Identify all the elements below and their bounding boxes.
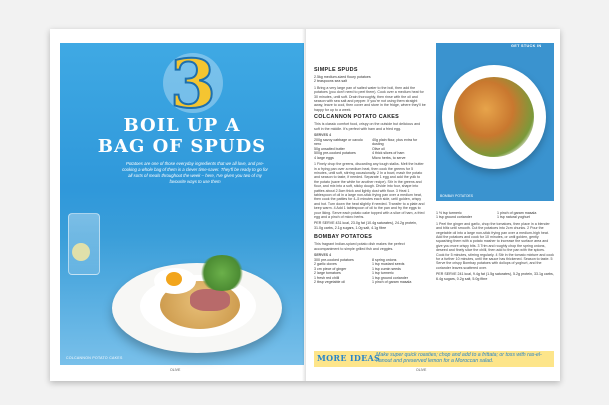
ingredient: 8 spring onions — [372, 258, 397, 262]
bombay-spice-list — [436, 211, 554, 220]
number-three-graphic — [158, 49, 228, 117]
ingredient: 2.5kg medium-sized floury potatoes — [314, 75, 371, 79]
colcannon-ingredients — [314, 138, 426, 160]
ingredient: 4 large eggs — [314, 155, 334, 160]
ingredient: 200g savoy cabbage or cavolo nero — [314, 138, 363, 147]
ingredient: 1 fresh red chilli — [314, 275, 340, 280]
ingredient: 3 cm piece of ginger — [314, 266, 347, 271]
ingredient: 50g unsalted butter — [314, 146, 345, 151]
ingredient: 300 pre-cooked potatoes — [314, 258, 354, 262]
ingredient: 500g pre-cooked potatoes — [314, 151, 356, 156]
hero-photo — [60, 43, 304, 365]
ingredient: 1 tsp ground coriander — [436, 215, 472, 220]
colcannon-heading: COLCANNON POTATO CAKES — [314, 114, 400, 121]
title-line-1: BOIL UP A — [123, 115, 241, 136]
ingredient: 40g plain flour, plus extra for dusting — [372, 138, 418, 147]
bombay-method: 1 Peel the ginger and garlic, chop the tomatoes, then place in a blender and blitz until smooth. Cut the potatoes into 2cm chunks. 2 Pour the vegetable oil into a large non-stick frying pan over a medium-high heat. Add the potatoes and cook for 10 minutes, or until golden, gently squashing them with a potato masher to increase the surface area and give you more crispy bits. 3 Trim and roughly chop the spring onions, deseed and finely slice the chilli, then add to the pan with the spices. Cook for 5 minutes, stirring regularly. 4 Stir in the tomato mixture and cook for a further 10 minutes, until the sauce has thickened. Season to taste. 5 Serve the crispy Bombay potatoes with dollops of yoghurt, and the coriander leaves scattered over. — [436, 221, 554, 270]
ingredient: 1 tsp cumin seeds — [372, 266, 401, 271]
ingredient: 1 pinch of garam masala — [497, 211, 537, 215]
ingredient: 1 ½ tsp turmeric — [436, 211, 462, 215]
right-page — [306, 29, 560, 381]
lemon-slice-image — [72, 243, 90, 261]
colcannon-intro: This is classic comfort food, crispy on the outside but delicious and soft in the middle. It's perfect with ham and a fried egg. — [314, 122, 421, 131]
simple-spuds-method: 1 Bring a very large pan of salted water to the boil, then add the potatoes (you don't need to peel them). Cook over a medium heat for 30 minutes, until soft. Drain thoroughly, then rinse with the oil and season with sea salt and pepper. If you're not using them straight away, leave to cool, then cover and store in the fridge, where they'll be happy for up to a week. — [314, 85, 426, 112]
colcannon-serves: SERVES 4 — [314, 133, 332, 138]
ingredient: Olive oil — [372, 146, 385, 151]
recipe-column-1 — [314, 65, 426, 284]
page-folio: OLIVE — [416, 368, 427, 372]
page-folio: OLIVE — [170, 368, 181, 372]
bombay-photo-caption: BOMBAY POTATOES — [440, 194, 474, 198]
ingredient: 1 pinch of garam masala — [372, 280, 412, 285]
bombay-potatoes-image — [454, 77, 534, 157]
ingredient: 1 tsp mustard seeds — [372, 262, 405, 267]
magazine-spread — [50, 29, 560, 381]
bombay-ingredients — [314, 258, 426, 284]
simple-spuds-heading: SIMPLE SPUDS — [314, 67, 358, 73]
egg-yolk-image — [166, 272, 182, 286]
more-ideas-banner — [314, 351, 554, 367]
ingredient: 2 tbsp vegetable oil — [314, 280, 345, 285]
ingredient: 2 garlic cloves — [314, 262, 337, 267]
title-line-2: BAG OF SPUDS — [97, 136, 267, 157]
ingredient: Micro herbs, to serve — [372, 155, 406, 160]
ingredient: 1 tsp natural yoghurt — [497, 215, 530, 220]
ingredient: 1 tsp ground coriander — [372, 275, 408, 280]
ingredient: 2 large tomatoes — [314, 271, 341, 276]
bombay-intro: This fragrant Indian-spiced potato dish makes the perfect accompaniment to simple grilled fish and veggies. — [314, 242, 405, 251]
ingredient: 4 thick slices of ham — [372, 151, 405, 156]
micro-herbs-image — [198, 255, 246, 291]
photo-caption: COLCANNON POTATO CAKES — [66, 356, 123, 360]
recipe-column-2 — [436, 211, 554, 281]
colcannon-nutrition: PER SERVE 431 kcal, 23.0g fat (10.4g saturates), 24.2g protein, 31.0g carbs, 2.1g sugars, 1.0g salt, 4.1g fibre — [314, 221, 418, 230]
more-ideas-text: Make super quick roasties; chop and add to a frittata; or toss with ras-el-hanout and preserved lemon for a Moroccan salad. — [376, 352, 542, 365]
ingredient: 1 tsp turmeric — [372, 271, 394, 276]
numeral: 3 — [170, 49, 216, 117]
bombay-serves: SERVES 4 — [314, 253, 332, 257]
more-ideas-heading: MORE IDEAS — [317, 353, 381, 363]
bombay-heading: BOMBAY POTATOES — [314, 234, 373, 241]
colcannon-method: 1 Finely chop the greens, discarding any tough stalks. Melt the butter in a frying pan over a medium heat, then cook the greens for 5 minutes, until soft, stirring occasionally. 2 In a bowl, mash the potato and season to taste, if needed. Separate 1 egg and add the yolk to the potato (save the white for another recipe). Stir in the greens and flour, and mix into a soft, sticky dough. Divide into four, shape into patties about 2.5cm thick and lightly dust with flour. 3 Heat 1 tablespoon of oil in a large non-stick frying pan over a medium heat, then cook the patties for 4–5 minutes each side, until golden, crispy and hot. Turn down the heat slightly if needed. Transfer to a plate and keep warm. 4 Add 1 tablespoon of oil to the pan and fry the eggs to your liking. Serve each potato cake topped with a slice of ham, a fried egg and a pinch of micro herbs. — [314, 162, 425, 219]
ingredient: 2 teaspoons sea salt — [314, 79, 347, 84]
bombay-nutrition: PER SERVE 241 kcal, 9.4g fat (1.5g saturates), 5.2g protein, 33.1g carbs, 6.4g sugars, 0.2g salt, 5.0g fibre — [436, 272, 554, 281]
left-page — [50, 29, 306, 381]
intro-text: Potatoes are one of those everyday ingredients that we all love, and pre-cooking a whole bag of them is a clever time-saver. They'll be ready to go for all sorts of meals throughout the week – here, I've given you two of my favourite ways to use them — [122, 161, 268, 184]
section-tag: GET STUCK IN — [511, 44, 542, 48]
ham-image — [190, 289, 230, 311]
